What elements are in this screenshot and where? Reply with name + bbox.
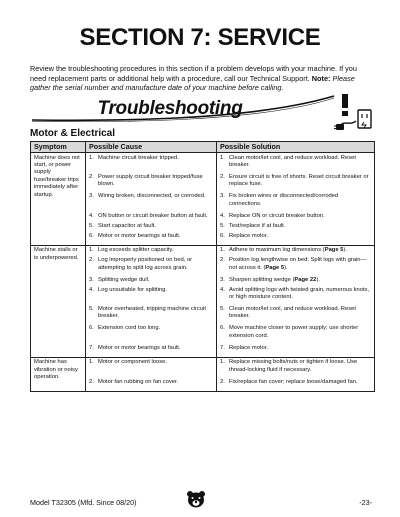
cause-text: Wiring broken, disconnected, or corroded. — [98, 193, 206, 200]
cause-cell — [86, 357, 217, 391]
cause-text: Extension cord too long. — [98, 325, 161, 332]
section-title: SECTION 7: SERVICE — [79, 24, 321, 51]
cause-text: Log exceeds splitter capacity. — [98, 247, 174, 254]
solution-text: Adhere to maximum log dimensions (Page 5). — [229, 247, 347, 254]
list-item — [88, 306, 214, 323]
item-number: 5. — [220, 222, 225, 229]
solution-cell — [217, 357, 375, 391]
item-number: 1. — [220, 154, 225, 161]
solution-text: Fix/replace fan cover; replace loose/damaged fan. — [229, 378, 358, 385]
cause-text: Start capacitor at fault. — [98, 222, 156, 229]
solution-text: Fix broken wires or disconnected/corroded connections. — [229, 193, 339, 207]
item-number: 3. — [220, 276, 225, 283]
cause-cell — [86, 245, 217, 357]
list-item — [219, 287, 372, 304]
solution-text: Clean motor/let cool, and reduce workload. Reset breaker. — [229, 154, 356, 168]
item-number: 6. — [89, 232, 94, 239]
list-item — [88, 287, 214, 304]
item-number: 1. — [89, 247, 94, 254]
cause-list — [88, 155, 214, 241]
symptom-cell — [31, 245, 86, 357]
list-item — [219, 193, 372, 210]
troubleshooting-title: Troubleshooting — [97, 98, 243, 119]
symptom-text: Machine has vibration or noisy operation. — [34, 359, 78, 381]
item-number: 3. — [89, 193, 94, 200]
list-item — [219, 277, 372, 284]
footer-page-number: -23- — [359, 498, 372, 507]
item-number: 4. — [220, 286, 225, 293]
list-item — [88, 277, 214, 284]
symptom-cell — [31, 357, 86, 391]
table-row — [31, 153, 375, 246]
symptom-cell — [31, 153, 86, 246]
cause-text: ON button or circuit breaker button at fault. — [98, 212, 208, 219]
list-item — [219, 257, 372, 274]
list-item — [219, 359, 372, 376]
solution-text: Test/replace if at fault. — [229, 222, 286, 229]
list-item — [88, 213, 214, 220]
list-item — [88, 247, 214, 254]
cause-text: Motor fan rubbing on fan cover. — [98, 378, 179, 385]
item-number: 2. — [89, 378, 94, 385]
item-number: 2. — [220, 257, 225, 264]
footer-model: Model T32305 (Mfd. Since 08/20) — [30, 498, 137, 507]
list-item — [219, 155, 372, 172]
note-text: Please gather the serial number and manufacture date of your machine before calling. — [30, 73, 355, 93]
symptom-text: Machine does not start, or power supply fuse/breaker trips immediately after startup. — [34, 154, 80, 198]
list-item — [88, 223, 214, 230]
item-number: 1. — [220, 359, 225, 366]
list-item — [219, 306, 372, 323]
intro-paragraph — [30, 64, 375, 93]
item-number: 4. — [220, 212, 225, 219]
item-number: 3. — [89, 276, 94, 283]
list-item — [88, 325, 214, 342]
list-item — [88, 193, 214, 210]
troubleshooting-table — [30, 141, 375, 392]
list-item — [88, 379, 214, 386]
item-number: 6. — [89, 325, 94, 332]
solution-list — [219, 247, 372, 352]
cause-list — [88, 247, 214, 352]
solution-text: Replace motor. — [229, 232, 268, 239]
header-possible-cause: Possible Cause — [86, 142, 217, 153]
cause-text: Motor or motor bearings at fault. — [98, 232, 181, 239]
item-number: 6. — [220, 232, 225, 239]
troubleshooting-banner — [30, 94, 336, 124]
header-possible-solution: Possible Solution — [217, 142, 375, 153]
item-number: 2. — [220, 378, 225, 385]
cause-cell — [86, 153, 217, 246]
solution-text: Replace ON or circuit breaker button. — [229, 212, 325, 219]
list-item — [219, 233, 372, 240]
item-number: 1. — [89, 154, 94, 161]
electrical-hazard-icon — [332, 92, 376, 136]
list-item — [88, 257, 214, 274]
cause-text: Log improperly positioned on bed, or attempting to split log across grain. — [98, 257, 193, 271]
item-number: 2. — [220, 173, 225, 180]
table-row — [31, 245, 375, 357]
intro-text: Review the troubleshooting procedures in this section if a problem develops with your machine. If you need replacement parts or additional help with a procedure, call our Technical Support. — [30, 64, 357, 83]
cause-list — [88, 359, 214, 386]
list-item — [219, 247, 372, 254]
item-number: 4. — [89, 286, 94, 293]
solution-cell — [217, 245, 375, 357]
solution-text: Sharpen splitting wedge (Page 22). — [229, 276, 320, 283]
solution-cell — [217, 153, 375, 246]
list-item — [219, 325, 372, 342]
cause-text: Motor overheated, tripping machine circuit breaker. — [98, 305, 206, 320]
list-item — [88, 174, 214, 191]
header-symptom: Symptom — [31, 142, 86, 153]
item-number: 5. — [89, 222, 94, 229]
table-header-row — [31, 142, 375, 153]
list-item — [88, 345, 214, 352]
list-item — [88, 233, 214, 240]
item-number: 1. — [220, 247, 225, 254]
solution-text: Replace motor. — [229, 344, 268, 351]
solution-text: Replace missing bolts/nuts or tighten if loose. Use thread-locking fluid if necessary. — [229, 359, 358, 373]
cause-text: Splitting wedge dull. — [98, 276, 150, 283]
subsection-heading: Motor & Electrical — [30, 128, 116, 139]
cause-text: Machine circuit breaker tripped. — [98, 154, 179, 161]
bear-logo-icon — [186, 490, 206, 508]
note-label: Note: — [311, 73, 331, 83]
list-item — [219, 223, 372, 230]
list-item — [219, 379, 372, 386]
list-item — [88, 155, 214, 172]
list-item — [219, 174, 372, 191]
solution-list — [219, 155, 372, 241]
item-number: 1. — [89, 359, 94, 366]
cause-text: Power supply circuit breaker tripped/fuse blown. — [98, 173, 203, 188]
symptom-text: Machine stalls or is underpowered. — [34, 247, 79, 261]
item-number: 5. — [220, 305, 225, 312]
item-number: 5. — [89, 305, 94, 312]
list-item — [219, 213, 372, 220]
solution-text: Ensure circuit is free of shorts. Reset circuit breaker or replace fuse. — [229, 173, 369, 188]
item-number: 2. — [89, 257, 94, 264]
list-item — [219, 345, 372, 352]
solution-text: Position log lengthwise on bed; Split logs with grain—not across it. (Page 5). — [229, 257, 367, 271]
table-row — [31, 357, 375, 391]
cause-text: Motor or motor bearings at fault. — [98, 344, 181, 351]
item-number: 6. — [220, 325, 225, 332]
solution-text: Move machine closer to power supply; use shorter extension cord. — [229, 325, 359, 339]
solution-list — [219, 359, 372, 386]
item-number: 4. — [89, 212, 94, 219]
item-number: 2. — [89, 173, 94, 180]
cause-text: Motor or component loose. — [98, 359, 167, 366]
list-item — [88, 359, 214, 376]
solution-text: Clean motor/let cool, and reduce workload. Reset breaker. — [229, 305, 356, 320]
item-number: 7. — [220, 344, 225, 351]
item-number: 7. — [89, 344, 94, 351]
item-number: 3. — [220, 193, 225, 200]
cause-text: Log unsuitable for splitting. — [98, 286, 167, 293]
solution-text: Avoid splitting logs with twisted grain, numerous knots, or high moisture content. — [229, 286, 370, 300]
